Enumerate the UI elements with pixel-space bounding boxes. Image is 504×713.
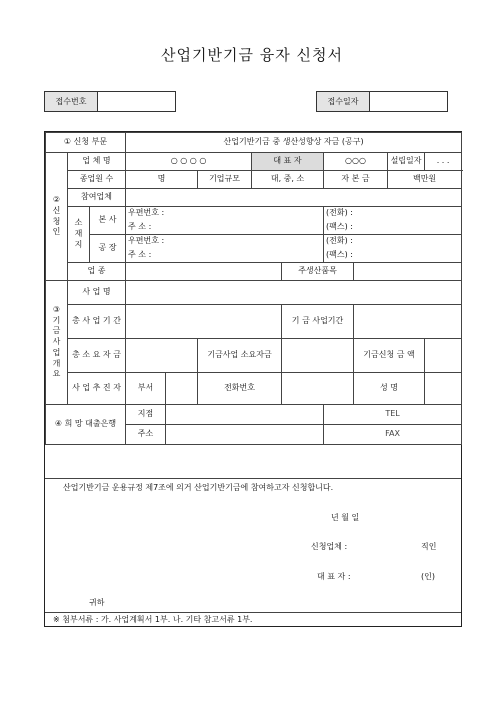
dept-label: 부서 — [126, 373, 166, 405]
fund-period-value[interactable] — [354, 305, 462, 339]
capital-unit[interactable]: 백만원 — [388, 171, 462, 189]
company-value[interactable]: ○ ○ ○ ○ — [126, 153, 252, 171]
attachments-note: ※ 첨부서류 : 가. 사업계획서 1부. 나. 기타 참고서류 1부. — [45, 612, 461, 626]
period-label: 총 사 업 기 간 — [68, 305, 126, 339]
sec1-label: ① 신청 부문 — [46, 133, 126, 153]
staff-label: 종업원 수 — [68, 171, 126, 189]
staff-unit[interactable]: 명 — [126, 171, 198, 189]
rep-value[interactable]: ○○○ — [324, 153, 388, 171]
sec4-label: ④ 희 망 대출은행 — [46, 405, 126, 445]
total-cost-value[interactable] — [126, 339, 198, 373]
factory-label: 공 장 — [90, 235, 126, 263]
hq-postal-label: 우편번호 : — [126, 207, 324, 221]
product-value[interactable] — [354, 263, 462, 281]
fund-cost-value[interactable] — [282, 339, 354, 373]
bank-branch-value[interactable] — [166, 405, 324, 425]
bank-tel-label: TEL — [324, 405, 462, 425]
scale-label: 기업규모 — [198, 171, 252, 189]
receipt-number-label: 접수번호 — [45, 92, 98, 111]
project-label: 사 업 명 — [68, 281, 126, 305]
est-label: 설립일자 — [388, 153, 425, 171]
industry-label: 업 종 — [68, 263, 126, 281]
receipt-date-box — [316, 91, 448, 112]
mgr-tel-value[interactable] — [282, 373, 354, 405]
hq-fax-label: (팩스) : — [324, 221, 462, 235]
fund-req-value[interactable] — [425, 339, 462, 373]
industry-value[interactable] — [126, 263, 282, 281]
receipt-date-label: 접수일자 — [317, 92, 370, 111]
representative-seal: (인) — [421, 572, 435, 581]
application-form — [44, 131, 462, 627]
declaration-statement: 산업기반기금 운용규정 제7조에 의거 산업기반기금에 참여하고자 신청합니다. — [63, 483, 334, 492]
receipt-number-field[interactable] — [98, 92, 175, 111]
sec1-value: 산업기반기금 중 생산성향상 자금 (공구) — [126, 133, 462, 153]
rep-label: 대 표 자 — [252, 153, 324, 171]
fund-period-label: 기 금 사업기간 — [282, 305, 354, 339]
capital-label: 자 본 금 — [324, 171, 388, 189]
sec2-label: ② 신 청 인 — [46, 153, 68, 281]
receipt-date-field[interactable] — [370, 92, 447, 111]
mgr-name-label: 성 명 — [354, 373, 425, 405]
bank-branch-label: 지점 — [126, 405, 166, 425]
dept-value[interactable] — [166, 373, 198, 405]
est-value[interactable]: . . . — [425, 153, 462, 171]
period-value[interactable] — [126, 305, 282, 339]
location-label: 소 재 지 — [68, 207, 90, 263]
mgr-name-value[interactable] — [425, 373, 462, 405]
receipt-number-box — [44, 91, 176, 112]
applicant-label: 신청업체 : — [311, 542, 348, 551]
scale-value[interactable]: 대, 중, 소 — [252, 171, 324, 189]
factory-fax-label: (팩스) : — [324, 249, 462, 263]
declaration-section — [45, 478, 461, 627]
partner-value[interactable] — [126, 189, 462, 207]
product-label: 주생산품목 — [282, 263, 354, 281]
sec3-label: ③ 기 금 사 업 개 요 — [46, 281, 68, 405]
bank-addr-label: 주소 — [126, 425, 166, 445]
hq-address-label: 주 소 : — [126, 221, 324, 235]
factory-postal-label: 우편번호 : — [126, 235, 324, 249]
representative-label: 대 표 자 : — [317, 572, 351, 581]
bank-fax-label: FAX — [324, 425, 462, 445]
hq-label: 본 사 — [90, 207, 126, 235]
partner-label: 참여업체 — [68, 189, 126, 207]
fund-req-label: 기금신청 금 액 — [354, 339, 425, 373]
manager-label: 사 업 추 진 자 — [68, 373, 126, 405]
recipient: 귀하 — [89, 598, 105, 607]
declaration-date[interactable]: 년 월 일 — [331, 513, 360, 522]
mgr-tel-label: 전화번호 — [198, 373, 282, 405]
form-title: 산업기반기금 융자 신청서 — [161, 46, 343, 64]
project-value[interactable] — [126, 281, 462, 305]
bank-addr-value[interactable] — [166, 425, 324, 445]
company-label: 업 체 명 — [68, 153, 126, 171]
factory-address-label: 주 소 : — [126, 249, 324, 263]
hq-phone-label: (전화) : — [324, 207, 462, 221]
total-cost-label: 총 소 요 자 금 — [68, 339, 126, 373]
factory-phone-label: (전화) : — [324, 235, 462, 249]
fund-cost-label: 기금사업 소요자금 — [198, 339, 282, 373]
applicant-seal: 직인 — [421, 542, 437, 551]
